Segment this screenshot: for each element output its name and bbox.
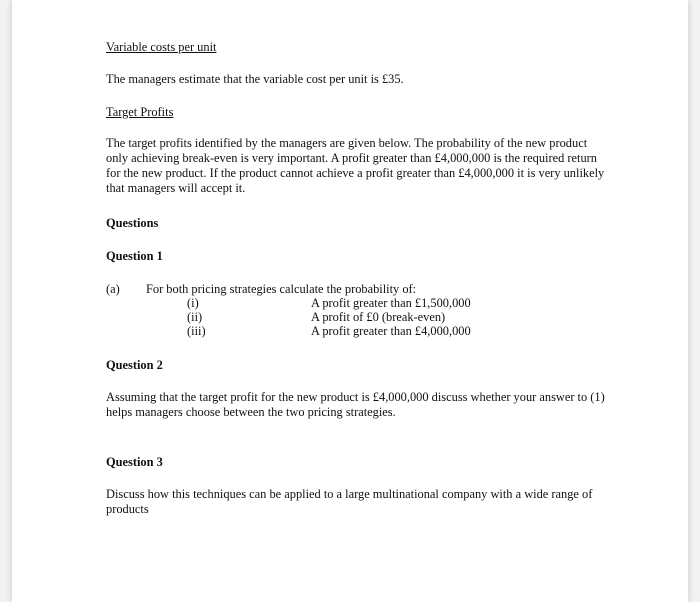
question-1-heading: Question 1 xyxy=(106,249,163,263)
variable-costs-text: The managers estimate that the variable cost per unit is £35. xyxy=(106,72,404,86)
question-3-heading: Question 3 xyxy=(106,455,163,469)
item-text: A profit greater than £4,000,000 xyxy=(311,324,471,338)
part-a-label: (a) xyxy=(106,282,120,296)
item-number: (iii) xyxy=(187,324,206,338)
question-2-heading: Question 2 xyxy=(106,358,163,372)
question-2-text: Assuming that the target profit for the new product is £4,000,000 discuss whether your answer to (1) helps managers choose between the two pricing strategies. xyxy=(106,390,605,419)
variable-costs-heading: Variable costs per unit xyxy=(106,40,217,54)
item-text: A profit greater than £1,500,000 xyxy=(311,296,471,310)
target-profits-heading: Target Profits xyxy=(106,105,174,119)
question-3-text: Discuss how this techniques can be applied to a large multinational company with a wide range of products xyxy=(106,487,593,516)
questions-heading: Questions xyxy=(106,216,159,230)
target-profits-text: The target profits identified by the managers are given below. The probability of the new product only achieving break-even is very important. A profit greater than £4,000,000 is the required return for the new product. If the product cannot achieve a profit greater than £4,000,000 it is very unlikely that managers will accept it. xyxy=(106,136,605,195)
item-number: (ii) xyxy=(187,310,203,324)
item-number: (i) xyxy=(187,296,199,310)
part-a-intro: For both pricing strategies calculate the probability of: xyxy=(146,282,417,296)
document-page xyxy=(12,0,688,602)
item-text: A profit of £0 (break-even) xyxy=(311,310,446,324)
